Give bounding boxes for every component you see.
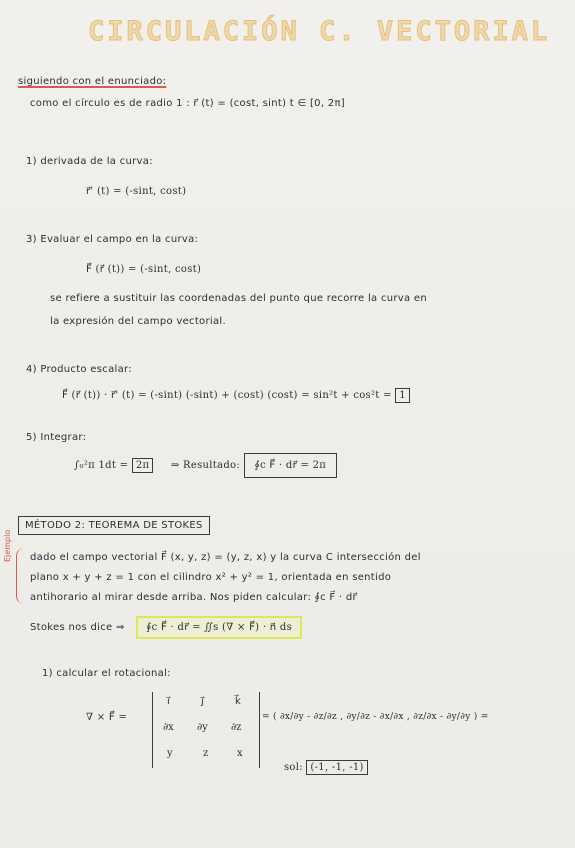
stokes-lead: Stokes nos dice ⇒: [30, 622, 125, 633]
curl-determinant: [152, 692, 260, 768]
step3-equation: F⃗ (r⃗ (t)) = (-sint, cost): [86, 264, 202, 275]
example-side-label: Ejemplo: [3, 529, 12, 562]
matrix-cell: ∂z: [231, 722, 242, 733]
matrix-cell: i⃗: [167, 696, 170, 707]
example-brace: [16, 548, 25, 604]
step5-value-box: 2π: [132, 458, 154, 473]
step4-row: [62, 390, 410, 401]
step5-row: [74, 460, 337, 471]
rotational-heading: 1) calcular el rotacional:: [42, 668, 171, 679]
step3-note-line2: la expresión del campo vectorial.: [50, 316, 226, 327]
intro-heading: siguiendo con el enunciado:: [18, 76, 167, 87]
example-line3: antihorario al mirar desde arriba. Nos piden calcular: ∮c F⃗ · dr⃗: [30, 592, 357, 603]
matrix-cell: x: [237, 748, 243, 759]
matrix-cell: ∂y: [197, 722, 208, 733]
step5-result-label: Resultado:: [183, 460, 241, 471]
solution-row: [284, 762, 368, 773]
solution-box: (-1, -1, -1): [306, 760, 367, 775]
step1-equation: r⃗' (t) = (-sint, cost): [86, 186, 187, 197]
rotational-rhs: = ( ∂x/∂y - ∂z/∂z , ∂y/∂z - ∂x/∂x , ∂z/∂x - ∂y/∂y ) =: [262, 712, 489, 722]
example-line2: plano x + y + z = 1 con el cilindro x² + y² = 1, orientada en sentido: [30, 572, 392, 583]
step3-note-line1: se refiere a sustituir las coordenadas del punto que recorre la curva en: [50, 293, 428, 304]
page-title: CIRCULACIÓN C. VECTORIAL: [88, 16, 551, 47]
matrix-cell: j⃗: [201, 696, 204, 707]
stokes-row: [30, 622, 302, 633]
step4-equation: F⃗ (r⃗ (t)) · r⃗' (t) = (-sint) (-sint) + (cost) (cost) = sin²t + cos²t =: [62, 390, 392, 401]
step5-integral: ∫₀²π 1dt =: [74, 460, 129, 471]
solution-label: sol:: [284, 762, 303, 773]
matrix-cell: k⃗: [235, 696, 241, 707]
method2-label: MÉTODO 2: TEOREMA DE STOKES: [18, 516, 210, 535]
step5-heading: 5) Integrar:: [26, 432, 87, 443]
step3-heading: 3) Evaluar el campo en la curva:: [26, 234, 199, 245]
matrix-cell: ∂x: [163, 722, 174, 733]
matrix-cell: y: [167, 748, 173, 759]
rotational-lhs: ∇ × F⃗ =: [86, 712, 128, 723]
step5-result-box: ∮c F⃗ · dr⃗ = 2π: [244, 453, 338, 478]
step4-result-box: 1: [395, 388, 410, 403]
implies-arrow: ⇒: [170, 460, 180, 471]
step4-heading: 4) Producto escalar:: [26, 364, 132, 375]
stokes-equation-box: ∮c F⃗ · dr⃗ = ∬s (∇ × F⃗) · n⃗ ds: [136, 616, 302, 639]
matrix-cell: z: [203, 748, 209, 759]
step1-heading: 1) derivada de la curva:: [26, 156, 153, 167]
example-line1: dado el campo vectorial F⃗ (x, y, z) = (y, z, x) y la curva C intersección del: [30, 552, 421, 563]
intro-line: como el círculo es de radio 1 : r⃗ (t) = (cost, sint) t ∈ [0, 2π]: [30, 98, 345, 109]
